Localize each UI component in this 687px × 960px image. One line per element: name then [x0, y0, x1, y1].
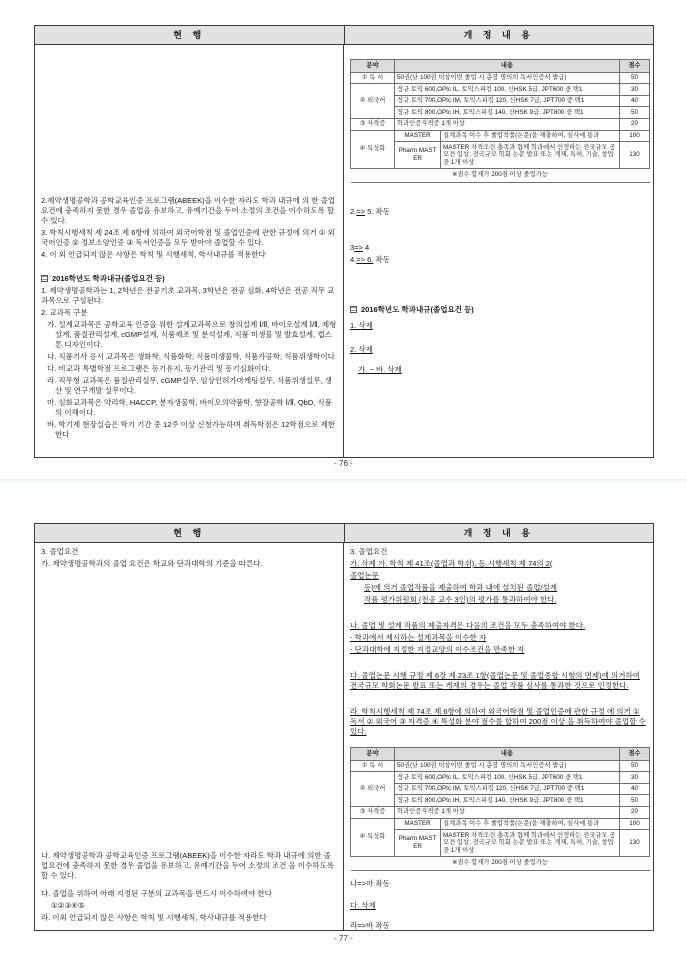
score-note-row [351, 856, 650, 870]
foreign-content-1: 정규 토익 600,OPIc IL, 토익스피킹 100, 신HSK 5급, JPT600 중 택1 [395, 84, 620, 96]
rule-item-2: 2. 교과목 구분 [41, 308, 88, 317]
certificate-content: 학과인증자격증 1개 이상 [395, 806, 620, 818]
table-row [351, 760, 650, 772]
rule-item-2-ga: 가. 설계교과목은 공학교육 인증을 위한 설계교과목으로 창의설계 Ⅰ/Ⅱ, 바이오설계 Ⅰ/Ⅱ, 제형설계, 품질관리설계, cGMP설계, 식품제조 및 분석설계, 식품 미생물 및 발효설계, 캡스톤 디자인이다. [47, 320, 337, 349]
column-header-current: 현 행 [35, 26, 345, 44]
section-title [41, 274, 338, 284]
field-specialization: ④ 특성화 [351, 130, 395, 168]
foreign-score-3: 50 [620, 795, 650, 807]
same-marker-2: 라=>바 좌동 [350, 920, 390, 930]
rule-item-2-da: 다. 비교과 특별학점 프로그램은 동기유지, 동기관리 및 동기심화이다. [47, 364, 271, 373]
foreign-score-2: 40 [620, 783, 650, 795]
foreign-score-1: 30 [620, 772, 650, 784]
column-header-revised: 개 정 내 용 [345, 26, 654, 44]
page-number: - 77 - [334, 934, 353, 943]
revised-ga-line3: 등)에 의거 졸업작품을 제출하여 학과 내에 설치된 졸업/설계 [364, 583, 558, 592]
table-row [351, 72, 650, 84]
current-para-4: 4. 이 외 언급되지 않은 사항은 학칙 및 시행세칙, 학사내규를 적용한다 [41, 250, 266, 259]
column-header-revised: 개 정 내 용 [345, 524, 654, 542]
pharm-master-score: 130 [620, 830, 650, 857]
master-content: 설계과목 이수 후 졸업작품(논문)을 제출하여, 심사에 통과 [441, 130, 620, 142]
field-certificate: ③ 자격증 [351, 806, 395, 818]
field-specialization: ④ 특성화 [351, 818, 395, 856]
revised-ra: 라. 학칙시행세칙 제 74조 제 6항에 의하여 외국어학점 및 졸업인증에 관한 규정 에 의거 ① 독서 ② 외국어 ③ 자격증 ④ 특성화 분야 점수를 합하여 200점 이상 을 취득하여야 졸업할 수 있다. [350, 707, 646, 736]
master-score: 100 [620, 130, 650, 142]
foreign-score-3: 50 [620, 107, 650, 119]
reading-content: 50권(단 100권 이상이면 졸업 시 총장 명의의 독서인증서 발급) [395, 72, 620, 84]
score-col-field: 분야 [351, 60, 395, 73]
revised-ga-line1: 가. 삭제 가. 학칙 제 41조(졸업과 학위), 동 시행세칙 제 74의 2( [350, 559, 553, 568]
score-table [350, 747, 650, 871]
change-marker-3: 4.=> 6. 좌동 [350, 254, 390, 264]
foreign-content-1: 정규 토익 600,OPIc IL, 토익스피킹 100, 신HSK 5급, JPT600 중 택1 [395, 772, 620, 784]
foreign-content-2: 정규 토익 700,OPIc IM, 토익스피킹 120, 신HSK 7급, JPT700 중 택1 [395, 783, 620, 795]
master-score: 100 [620, 818, 650, 830]
table-row [351, 118, 650, 130]
table-row [351, 818, 650, 830]
score-table [350, 59, 650, 183]
table-row [351, 107, 650, 119]
table-row [351, 806, 650, 818]
table-body-row [35, 543, 653, 930]
change-marker-2: 3=> 4 [350, 242, 370, 252]
rule-item-2-ba: 바. 학기제 현장실습은 학기 기간 중 12주 이상 신청가능하며 취득학점은 12학점으로 제한한다 [47, 420, 336, 439]
pharm-master-content: MASTER 자격조건 충족과 함께 학과에서 인정하는 전국규모 공모전 입상, 전국규모 학회 논문 발표 또는 게재, 특허, 기술, 창업 중 1개 이상 [441, 830, 620, 857]
score-table-header [351, 60, 650, 73]
notes-icon [41, 275, 48, 282]
score-note: ※점수 합계가 200점 이상 졸업가능 [351, 856, 650, 870]
revised-column [344, 45, 653, 457]
score-col-score: 점수 [620, 748, 650, 761]
score-col-content: 내용 [395, 60, 620, 73]
table-row [351, 130, 650, 142]
deleted-item-2: 2. 삭제 [350, 344, 373, 354]
revised-na-bullet1: - 학과에서 제시하는 설계과목을 이수한 자 [350, 633, 487, 642]
page-separator [0, 479, 687, 482]
section-title [350, 305, 648, 315]
table-body-row [35, 45, 653, 457]
current-da: 다. 졸업을 위하여 아래 지정된 구분의 교과목을 반드시 이수하여야 한다 [41, 889, 272, 898]
revised-title: 3. 졸업요건 [350, 547, 388, 556]
certificate-score: 20 [620, 118, 650, 130]
pharm-master-label: Pharm MASTER [395, 830, 441, 857]
current-para-3: 3. 학칙시행세칙 제 24조 제 6항에 의하여 외국어학점 및 졸업인증에 관한 규정에 의거 ① 외국어인증 ② 정보소양인증 ③ 독서인증을 모두 받아야 졸업할 수 있다. [41, 228, 335, 247]
section-title-text: 2016학년도 학과내규(졸업요건 등) [52, 274, 165, 283]
foreign-score-2: 40 [620, 95, 650, 107]
current-ga: 가. 제약생명공학과의 졸업 요건은 학교와 단과대학의 기준을 따른다. [41, 559, 263, 568]
score-col-content: 내용 [395, 748, 620, 761]
current-title: 3. 졸업요건 [41, 547, 79, 556]
foreign-content-3: 정규 토익 800,OPIc IH, 토익스피킹 140, 신HSK 9급, JPT800 중 택1 [395, 107, 620, 119]
comparison-table-page76 [34, 25, 654, 458]
table-header-row [35, 26, 653, 45]
field-reading: ① 독 서 [351, 72, 395, 84]
field-certificate: ③ 자격증 [351, 118, 395, 130]
notes-icon [350, 306, 357, 313]
revised-column [344, 543, 653, 930]
revised-ga-line2: 졸업논문 [350, 571, 379, 580]
certificate-score: 20 [620, 806, 650, 818]
table-row [351, 830, 650, 857]
table-header-row [35, 524, 653, 543]
comparison-table-page77 [34, 523, 654, 931]
table-row [351, 142, 650, 169]
field-reading: ① 독 서 [351, 760, 395, 772]
reading-score: 50 [620, 72, 650, 84]
revised-na-bullet2: - 단과대학에 지정한 지정교양의 이수조건을 만족한 자 [350, 645, 525, 654]
same-marker-1: 나=>마 좌동 [350, 878, 390, 888]
rule-item-2-ma: 마. 심화교과목은 약리학, HACCP, 분자생물학, 바이오의약품학, 향장공학 Ⅰ/Ⅱ, QbD, 식품의 이해이다. [47, 398, 332, 417]
rule-item-1: 1. 제약생명공학과는 1, 2학년은 전공기초 교과목, 3학년은 전공 심화, 4학년은 전공 직무 교과목으로 구성된다. [41, 286, 335, 305]
current-na: 나. 제약생명공학과 공학교육인증 프로그램(ABEEK)을 이수한 자라도 학과 내규에 의한 졸업요건에 충족하지 못한 경우 졸업을 유보하고, 유예기간을 두어 소정의 조건 을 이수하도록 할 수 있다. [41, 851, 335, 880]
master-label: MASTER [395, 818, 441, 830]
change-marker-1: 2.=> 5. 좌동 [350, 206, 390, 216]
pharm-master-score: 130 [620, 142, 650, 169]
table-row [351, 783, 650, 795]
deleted-item-1: 1. 삭제 [350, 320, 373, 330]
current-para-2: 2.제약생명공학과 공학교육인증 프로그램(ABEEK)을 이수한 자라도 학과 내규에 의 한 졸업요건에 충족하지 못한 경우 졸업을 유보하고, 유예기간을 두어 소정의 조건을 이수하도록 할 수 있다. [41, 196, 336, 225]
score-table-header [351, 748, 650, 761]
page-number: - 76 - [334, 459, 353, 468]
table-row [351, 795, 650, 807]
foreign-score-1: 30 [620, 84, 650, 96]
reading-content: 50권(단 100권 이상이면 졸업 시 총장 명의의 독서인증서 발급) [395, 760, 620, 772]
column-header-current: 현 행 [35, 524, 345, 542]
score-col-field: 분야 [351, 748, 395, 761]
revised-na-head: 나. 졸업 및 설계 작품의 제출자격은 다음의 조건을 모두 충족하여야 한다. [350, 621, 586, 630]
revised-ga-line4: 작품 평가위원회 (전공 교수 3인)의 평가를 통과하여야 한다. [364, 595, 557, 604]
section-title-text: 2016학년도 학과내규(졸업요건 등) [361, 304, 474, 314]
pharm-master-label: Pharm MASTER [395, 142, 441, 169]
score-note-row [351, 168, 650, 182]
pharm-master-content: MASTER 자격조건 충족과 함께 학과에서 인정하는 전국규모 공모전 입상, 전국규모 학회 논문 발표 또는 게재, 특허, 기술, 창업 중 1개 이상 [441, 142, 620, 169]
master-label: MASTER [395, 130, 441, 142]
certificate-content: 학과인증자격증 1개 이상 [395, 118, 620, 130]
foreign-content-3: 정규 토익 800,OPIc IH, 토익스피킹 140, 신HSK 9급, JPT800 중 택1 [395, 795, 620, 807]
score-note: ※점수 합계가 200점 이상 졸업가능 [351, 168, 650, 182]
foreign-content-2: 정규 토익 700,OPIc IM, 토익스피킹 120, 신HSK 7급, JPT700 중 택1 [395, 95, 620, 107]
master-content: 설계과목 이수 후 졸업작품(논문)을 제출하여, 심사에 통과 [441, 818, 620, 830]
current-column [35, 543, 344, 930]
rule-item-2-na: 나. 식품기사 응시 교과목은 생화학, 식품화학, 식품미생물학, 식품가공학, 식품위생학이다. [47, 352, 337, 361]
table-row [351, 772, 650, 784]
current-da-circles: ①②③④⑤ [51, 901, 85, 910]
deleted-item: 다. 삭제 [350, 900, 376, 910]
deleted-item-3: 가. ~ 바. 삭제 [358, 364, 402, 374]
field-foreign-language: ② 외국어 [351, 84, 395, 119]
current-column [35, 45, 344, 457]
field-foreign-language: ② 외국어 [351, 772, 395, 807]
reading-score: 50 [620, 760, 650, 772]
rule-item-2-ra: 라. 직무형 교과목은 품질관리실무, cGMP실무, 임상인허가마케팅실무, 식품위생실무, 생산 및 연구개발 실무이다. [47, 376, 332, 395]
current-ra: 라. 이외 언급되지 않은 사항은 학칙 및 시행세칙, 학사내규를 적용한다 [41, 913, 267, 922]
table-row [351, 84, 650, 96]
table-row [351, 95, 650, 107]
score-col-score: 점수 [620, 60, 650, 73]
revised-da: 다. 졸업논문 시행 규정 제 6장 제 23조 1항(졸업논문 및 졸업종합 시험의 면제)에 의거하여 전국규모 학회논문 발표 또는 게재의 경우는 졸업 작품 심사를 통과한 것으로 인정한다. [350, 671, 640, 690]
